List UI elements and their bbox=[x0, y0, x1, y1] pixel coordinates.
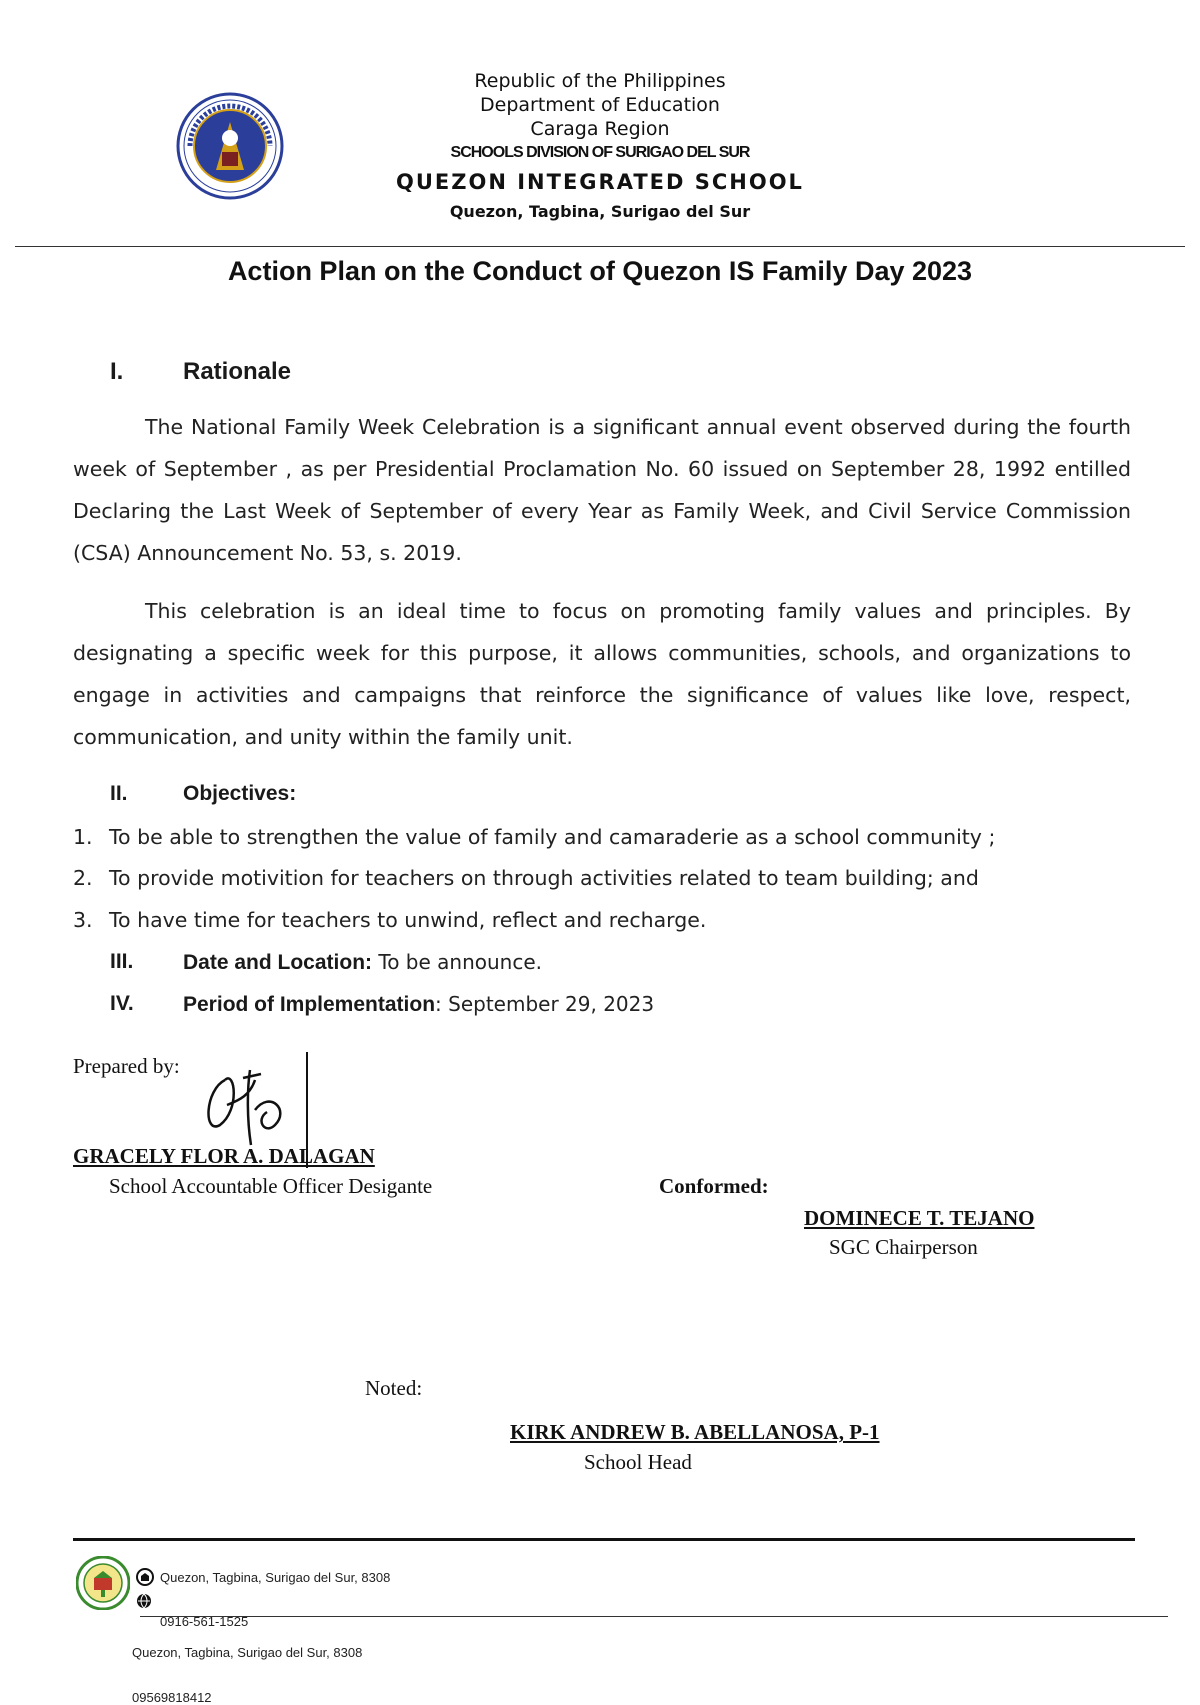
footer-divider-thick bbox=[73, 1538, 1135, 1541]
objective-text: To provide motivition for teachers on through activities related to team building; and bbox=[109, 866, 979, 890]
document-title: Action Plan on the Conduct of Quezon IS Family Day 2023 bbox=[227, 256, 973, 286]
section-heading-objectives: Objectives: bbox=[183, 782, 297, 805]
location-icon bbox=[136, 1568, 154, 1586]
objective-number: 3. bbox=[73, 908, 93, 932]
date-location-value: To be announce. bbox=[372, 950, 542, 974]
school-head-title: School Head bbox=[584, 1450, 692, 1474]
noted-label: Noted: bbox=[365, 1376, 423, 1400]
header-division: SCHOOLS DIVISION OF SURIGAO DEL SUR bbox=[450, 144, 750, 161]
footer-address-secondary: Quezon, Tagbina, Surigao del Sur, 8308 bbox=[132, 1645, 363, 1660]
objective-text: To have time for teachers to unwind, reflect and recharge. bbox=[109, 908, 707, 932]
header-republic: Republic of the Philippines bbox=[474, 70, 726, 92]
header-region: Caraga Region bbox=[530, 118, 670, 140]
objective-text: To be able to strengthen the value of family and camaraderie as a school community ; bbox=[109, 825, 996, 849]
prepared-by-label: Prepared by: bbox=[73, 1054, 180, 1078]
rationale-paragraph-2: This celebration is an ideal time to focus on promoting family values and principles. By designating a specific week for this purpose, it allows communities, schools, and organizations to engage in activities and campaigns that reinforce the significance of values like love, respect, communication, and unity within the family unit. bbox=[73, 599, 1131, 749]
rationale-paragraph-1: The National Family Week Celebration is a significant annual event observed during the fourth week of September , as per Presidential Proclamation No. 60 issued on September 28, 1992 entilled Declaring the Last Week of September of every Year as Family Week, and Civil Service Commission (CSA) Announcement No. 53, s. 2019. bbox=[73, 415, 1131, 565]
header-school-address: Quezon, Tagbina, Surigao del Sur bbox=[449, 202, 751, 221]
header-school-name: QUEZON INTEGRATED SCHOOL bbox=[396, 170, 804, 194]
globe-icon bbox=[136, 1593, 152, 1609]
footer-address: Quezon, Tagbina, Surigao del Sur, 8308 bbox=[160, 1570, 391, 1585]
section-num-period: IV. bbox=[110, 992, 134, 1015]
section-heading-rationale: Rationale bbox=[183, 358, 292, 385]
period-label: Period of Implementation bbox=[183, 993, 436, 1016]
school-logo bbox=[76, 1556, 130, 1610]
conformer-name: DOMINECE T. TEJANO bbox=[804, 1206, 1035, 1230]
header-department: Department of Education bbox=[480, 94, 720, 116]
conformer-title: SGC Chairperson bbox=[829, 1235, 978, 1259]
preparer-title: School Accountable Officer Desigante bbox=[109, 1174, 433, 1198]
section-num-rationale: I. bbox=[110, 358, 124, 385]
period-line bbox=[183, 992, 654, 1017]
objective-item bbox=[73, 908, 707, 932]
date-location-label: Date and Location: bbox=[183, 951, 373, 974]
section-num-date-location: III. bbox=[110, 950, 134, 973]
footer-divider-thin bbox=[140, 1616, 1168, 1617]
objective-item bbox=[73, 825, 996, 849]
objective-number: 1. bbox=[73, 825, 93, 849]
conformed-label: Conformed: bbox=[659, 1174, 769, 1198]
objective-item bbox=[73, 866, 979, 890]
deped-seal bbox=[176, 92, 284, 200]
school-head-name: KIRK ANDREW B. ABELLANOSA, P-1 bbox=[510, 1420, 880, 1444]
footer-email: 09569818412 bbox=[132, 1690, 212, 1705]
header-divider bbox=[15, 246, 1185, 247]
footer-phone: 0916-561-1525 bbox=[160, 1614, 249, 1629]
objective-number: 2. bbox=[73, 866, 93, 890]
section-num-objectives: II. bbox=[110, 782, 128, 805]
period-value: : September 29, 2023 bbox=[435, 992, 655, 1016]
date-location-line bbox=[183, 950, 542, 975]
preparer-name: GRACELY FLOR A. DALAGAN bbox=[73, 1144, 375, 1168]
